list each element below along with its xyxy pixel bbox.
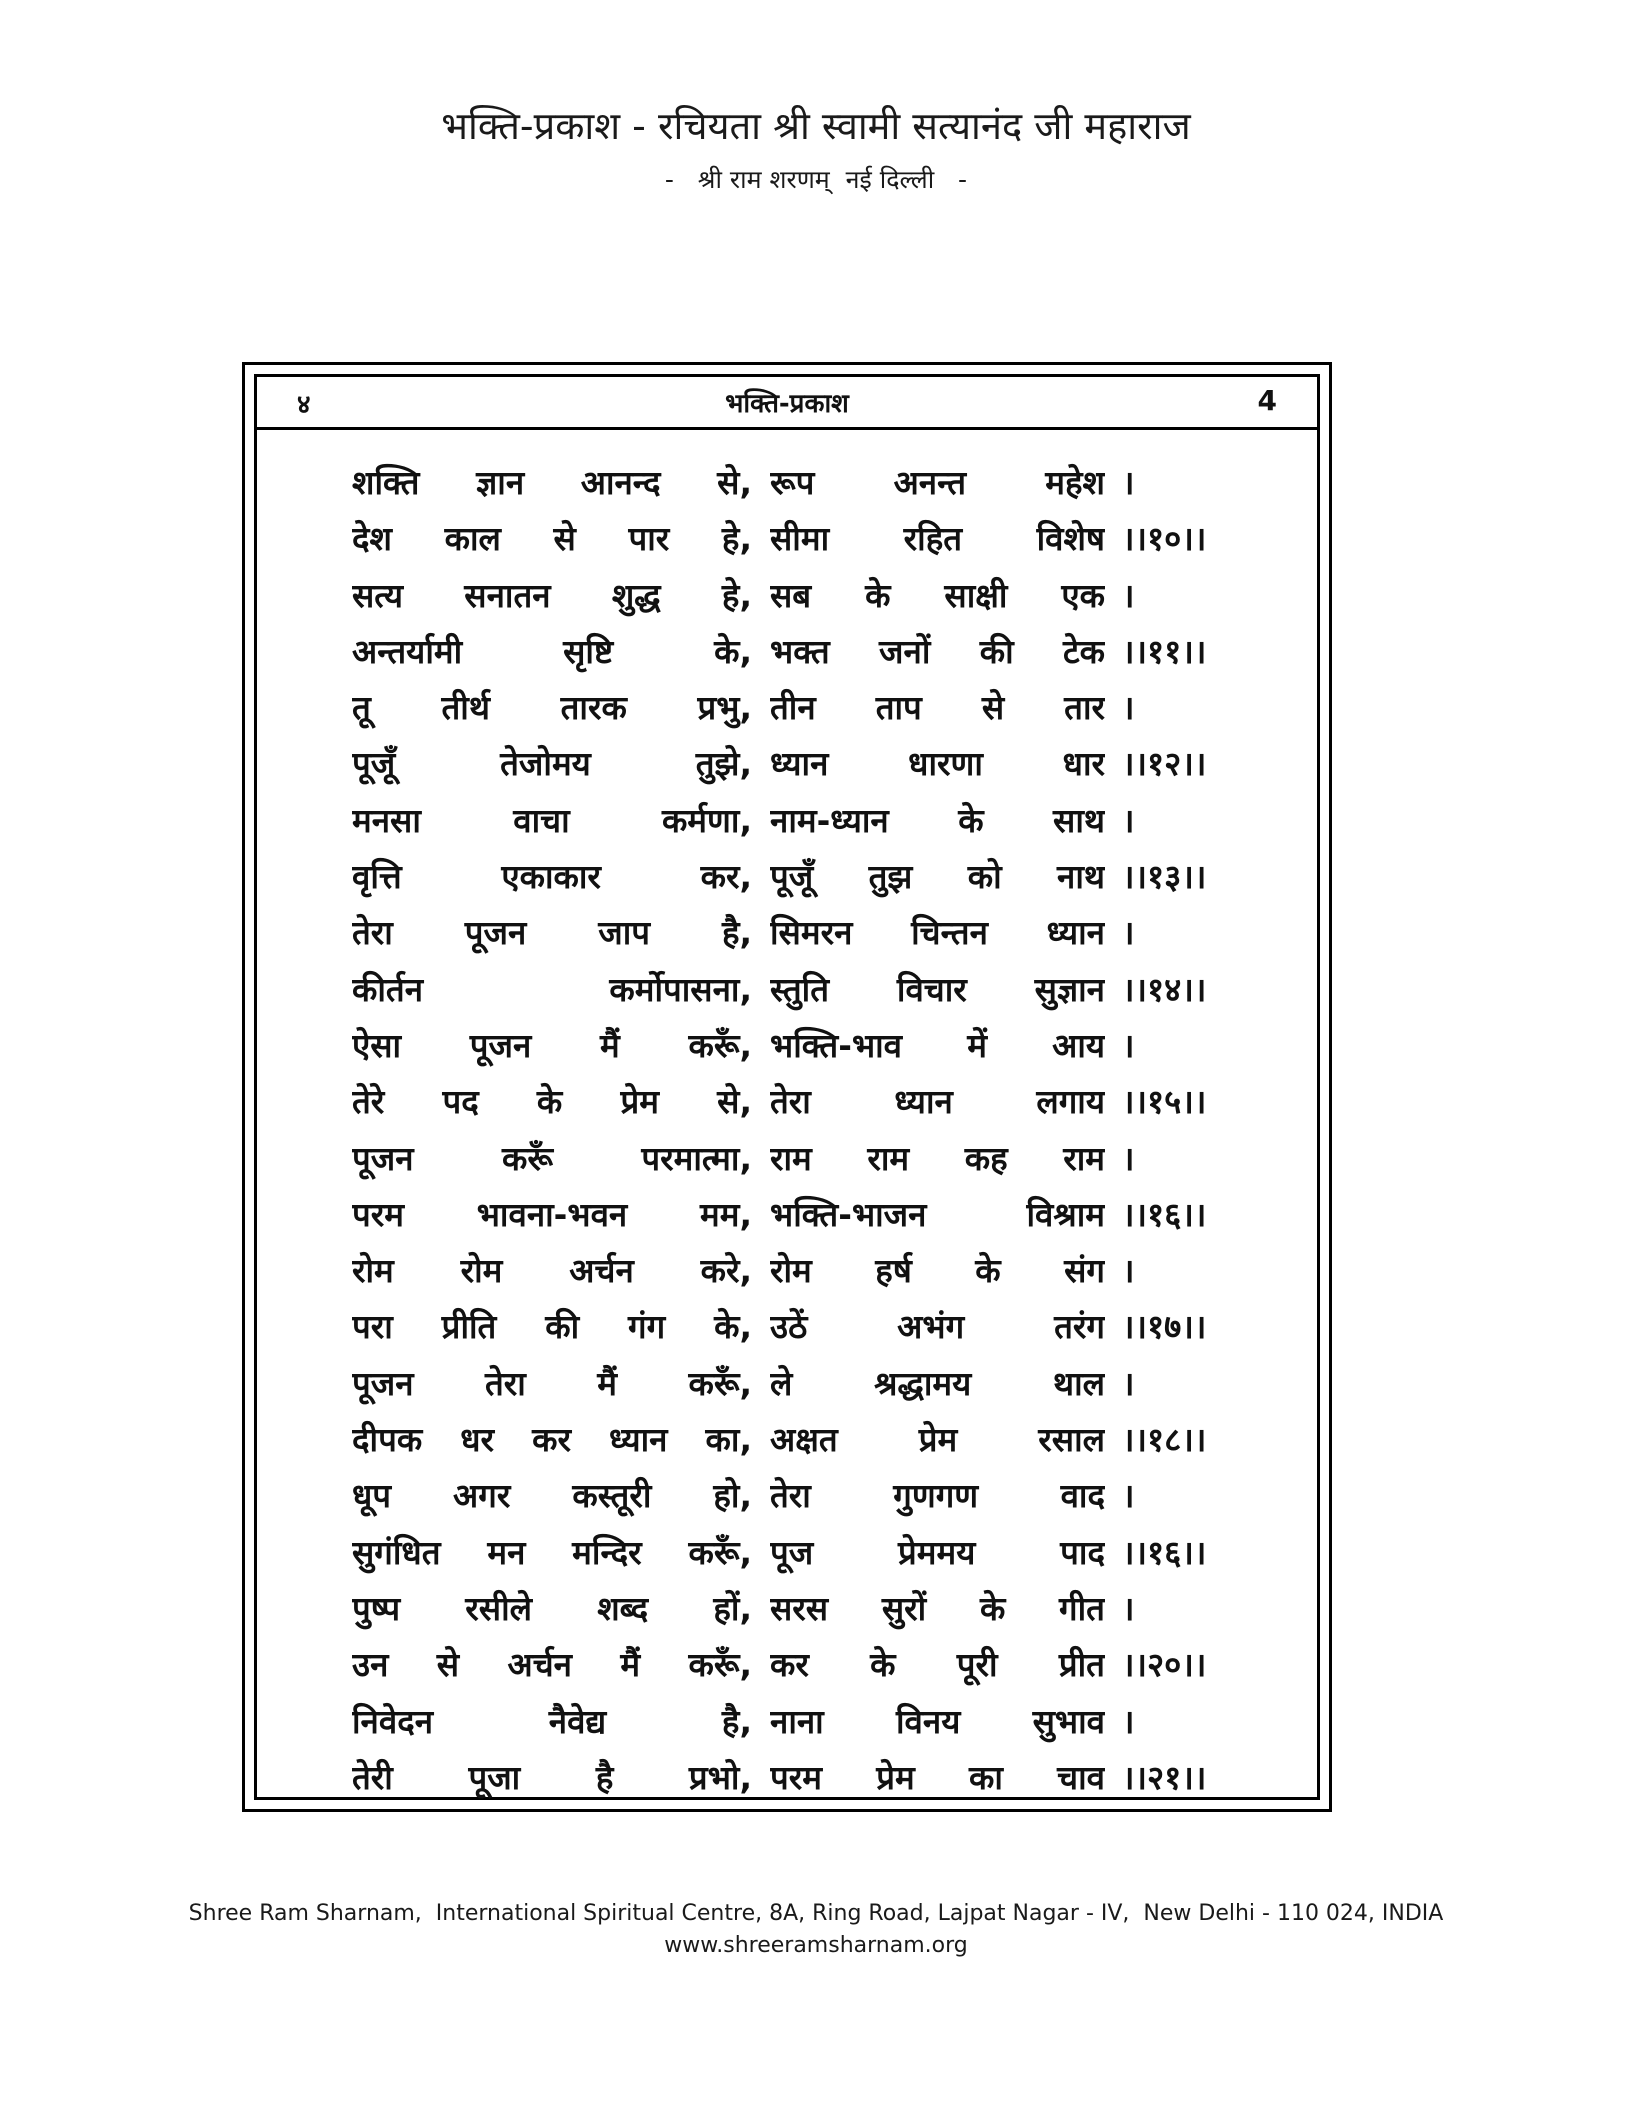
page-frame <box>242 362 1332 1812</box>
verse-number-mark: ।।११।। <box>1122 631 1207 671</box>
verse-line <box>352 1074 1262 1130</box>
verse-first-half: पूजूँ तेजोमय तुझे, <box>352 744 752 784</box>
verse-first-half: निवेदन नैवेद्य है, <box>352 1701 752 1741</box>
verse-number-mark: ।।१४।। <box>1122 969 1207 1009</box>
verse-number-mark: ।।२०।। <box>1122 1645 1207 1685</box>
verse-second-half: सिमरन चिन्तन ध्यान <box>770 913 1105 953</box>
verse-number-mark: ।।१०।। <box>1122 519 1207 559</box>
verse-first-half: मनसा वाचा कर्मणा, <box>352 800 752 840</box>
verse-line <box>352 1243 1262 1299</box>
verse-line <box>352 680 1262 736</box>
verse-second-half: सीमा रहित विशेष <box>770 519 1105 559</box>
document-title: भक्ति-प्रकाश - रचियता श्री स्वामी सत्यानंद जी महाराज <box>441 104 1191 148</box>
verse-first-half: सुगंधित मन मन्दिर करूँ, <box>352 1532 752 1572</box>
verse-first-half: पूजन करूँ परमात्मा, <box>352 1138 752 1178</box>
verse-line <box>352 1412 1262 1468</box>
verse-line <box>352 1131 1262 1187</box>
verse-number-mark: । <box>1122 1025 1135 1065</box>
verse-first-half: कीर्तन कर्मोपासना, <box>352 969 752 1009</box>
verse-second-half: ले श्रद्धामय थाल <box>770 1363 1105 1403</box>
verse-number-mark: । <box>1122 1701 1135 1741</box>
verse-second-half: नाम-ध्यान के साथ <box>770 800 1105 840</box>
verse-line <box>352 1356 1262 1412</box>
verse-second-half: तेरा गुणगण वाद <box>770 1476 1105 1516</box>
verse-first-half: दीपक धर कर ध्यान का, <box>352 1420 752 1460</box>
verse-line <box>352 1525 1262 1581</box>
verse-second-half: परम प्रेम का चाव <box>770 1757 1105 1797</box>
verse-number-mark: ।।१२।। <box>1122 744 1207 784</box>
verse-first-half: पुष्प रसीले शब्द हों, <box>352 1588 752 1628</box>
verse-second-half: उठें अभंग तरंग <box>770 1307 1105 1347</box>
verse-list <box>352 455 1262 1806</box>
verse-first-half: वृत्ति एकाकार कर, <box>352 857 752 897</box>
verse-line <box>352 849 1262 905</box>
verse-first-half: उन से अर्चन मैं करूँ, <box>352 1645 752 1685</box>
verse-second-half: सरस सुरों के गीत <box>770 1588 1105 1628</box>
verse-number-mark: । <box>1122 800 1135 840</box>
verse-number-mark: । <box>1122 1138 1135 1178</box>
verse-number-mark: ।।१७।। <box>1122 1307 1207 1347</box>
verse-second-half: ध्यान धारणा धार <box>770 744 1105 784</box>
verse-first-half: तेरे पद के प्रेम से, <box>352 1082 752 1122</box>
verse-second-half: पूजूँ तुझ को नाथ <box>770 857 1105 897</box>
verse-number-mark: । <box>1122 688 1135 728</box>
document-footer <box>0 1898 1632 1962</box>
verse-line <box>352 1694 1262 1750</box>
verse-line <box>352 1581 1262 1637</box>
verse-number-mark: । <box>1122 1363 1135 1403</box>
document-header <box>0 100 1632 200</box>
verse-second-half: भक्ति-भाव में आय <box>770 1025 1105 1065</box>
verse-line <box>352 962 1262 1018</box>
verse-line <box>352 455 1262 511</box>
verse-first-half: धूप अगर कस्तूरी हो, <box>352 1476 752 1516</box>
verse-line <box>352 1018 1262 1074</box>
verse-number-mark: ।।१६।। <box>1122 1194 1207 1234</box>
verse-line <box>352 1468 1262 1524</box>
verse-number-mark: ।।१५।। <box>1122 1082 1207 1122</box>
verse-line <box>352 1299 1262 1355</box>
verse-number-mark: । <box>1122 913 1135 953</box>
page-number-arabic: 4 <box>1257 384 1277 417</box>
verse-number-mark: । <box>1122 463 1135 502</box>
verse-line <box>352 568 1262 624</box>
verse-second-half: नाना विनय सुभाव <box>770 1701 1105 1741</box>
verse-first-half: परा प्रीति की गंग के, <box>352 1307 752 1347</box>
verse-second-half: कर के पूरी प्रीत <box>770 1645 1105 1685</box>
document-subtitle: - श्री राम शरणम् नई दिल्ली - <box>664 165 968 194</box>
verse-number-mark: । <box>1122 575 1135 615</box>
footer-website: www.shreeramsharnam.org <box>664 1933 968 1958</box>
verse-second-half: रूप अनन्त महेश <box>770 463 1105 502</box>
verse-line <box>352 511 1262 567</box>
verse-line <box>352 1750 1262 1806</box>
running-head <box>257 377 1317 430</box>
verse-first-half: ऐसा पूजन मैं करूँ, <box>352 1025 752 1065</box>
verse-second-half: तीन ताप से तार <box>770 688 1105 728</box>
verse-first-half: शक्ति ज्ञान आनन्द से, <box>352 463 752 502</box>
verse-first-half: रोम रोम अर्चन करे, <box>352 1251 752 1291</box>
verse-number-mark: । <box>1122 1476 1135 1516</box>
verse-line <box>352 905 1262 961</box>
verse-line <box>352 736 1262 792</box>
verse-first-half: तेरी पूजा है प्रभो, <box>352 1757 752 1797</box>
verse-second-half: रोम हर्ष के संग <box>770 1251 1105 1291</box>
verse-second-half: भक्ति-भाजन विश्राम <box>770 1194 1105 1234</box>
running-title: भक्ति-प्रकाश <box>725 389 849 419</box>
verse-number-mark: ।।१८।। <box>1122 1420 1207 1460</box>
footer-address: Shree Ram Sharnam, International Spiritual Centre, 8A, Ring Road, Lajpat Nagar - IV, New Delhi - 110 024, INDIA <box>188 1901 1444 1926</box>
verse-line <box>352 624 1262 680</box>
verse-first-half: अन्तर्यामी सृष्टि के, <box>352 631 752 671</box>
verse-first-half: पूजन तेरा मैं करूँ, <box>352 1363 752 1403</box>
verse-line <box>352 793 1262 849</box>
verse-first-half: तू तीर्थ तारक प्रभु, <box>352 688 752 728</box>
verse-first-half: सत्य सनातन शुद्ध हे, <box>352 575 752 615</box>
verse-second-half: भक्त जनों की टेक <box>770 631 1105 671</box>
verse-second-half: अक्षत प्रेम रसाल <box>770 1420 1105 1460</box>
verse-second-half: स्तुति विचार सुज्ञान <box>770 969 1105 1009</box>
verse-number-mark: ।।१६।। <box>1122 1532 1207 1572</box>
verse-second-half: सब के साक्षी एक <box>770 575 1105 615</box>
page-frame-inner <box>254 374 1320 1800</box>
verse-line <box>352 1187 1262 1243</box>
page-number-devanagari: ४ <box>297 390 311 420</box>
verse-first-half: देश काल से पार हे, <box>352 519 752 559</box>
verse-second-half: तेरा ध्यान लगाय <box>770 1082 1105 1122</box>
verse-number-mark: । <box>1122 1588 1135 1628</box>
verse-number-mark: । <box>1122 1251 1135 1291</box>
verse-number-mark: ।।१३।। <box>1122 857 1207 897</box>
verse-first-half: परम भावना-भवन मम, <box>352 1194 752 1234</box>
verse-line <box>352 1637 1262 1693</box>
verse-second-half: पूज प्रेममय पाद <box>770 1532 1105 1572</box>
verse-number-mark: ।।२१।। <box>1122 1757 1207 1797</box>
verse-second-half: राम राम कह राम <box>770 1138 1105 1178</box>
verse-first-half: तेरा पूजन जाप है, <box>352 913 752 953</box>
